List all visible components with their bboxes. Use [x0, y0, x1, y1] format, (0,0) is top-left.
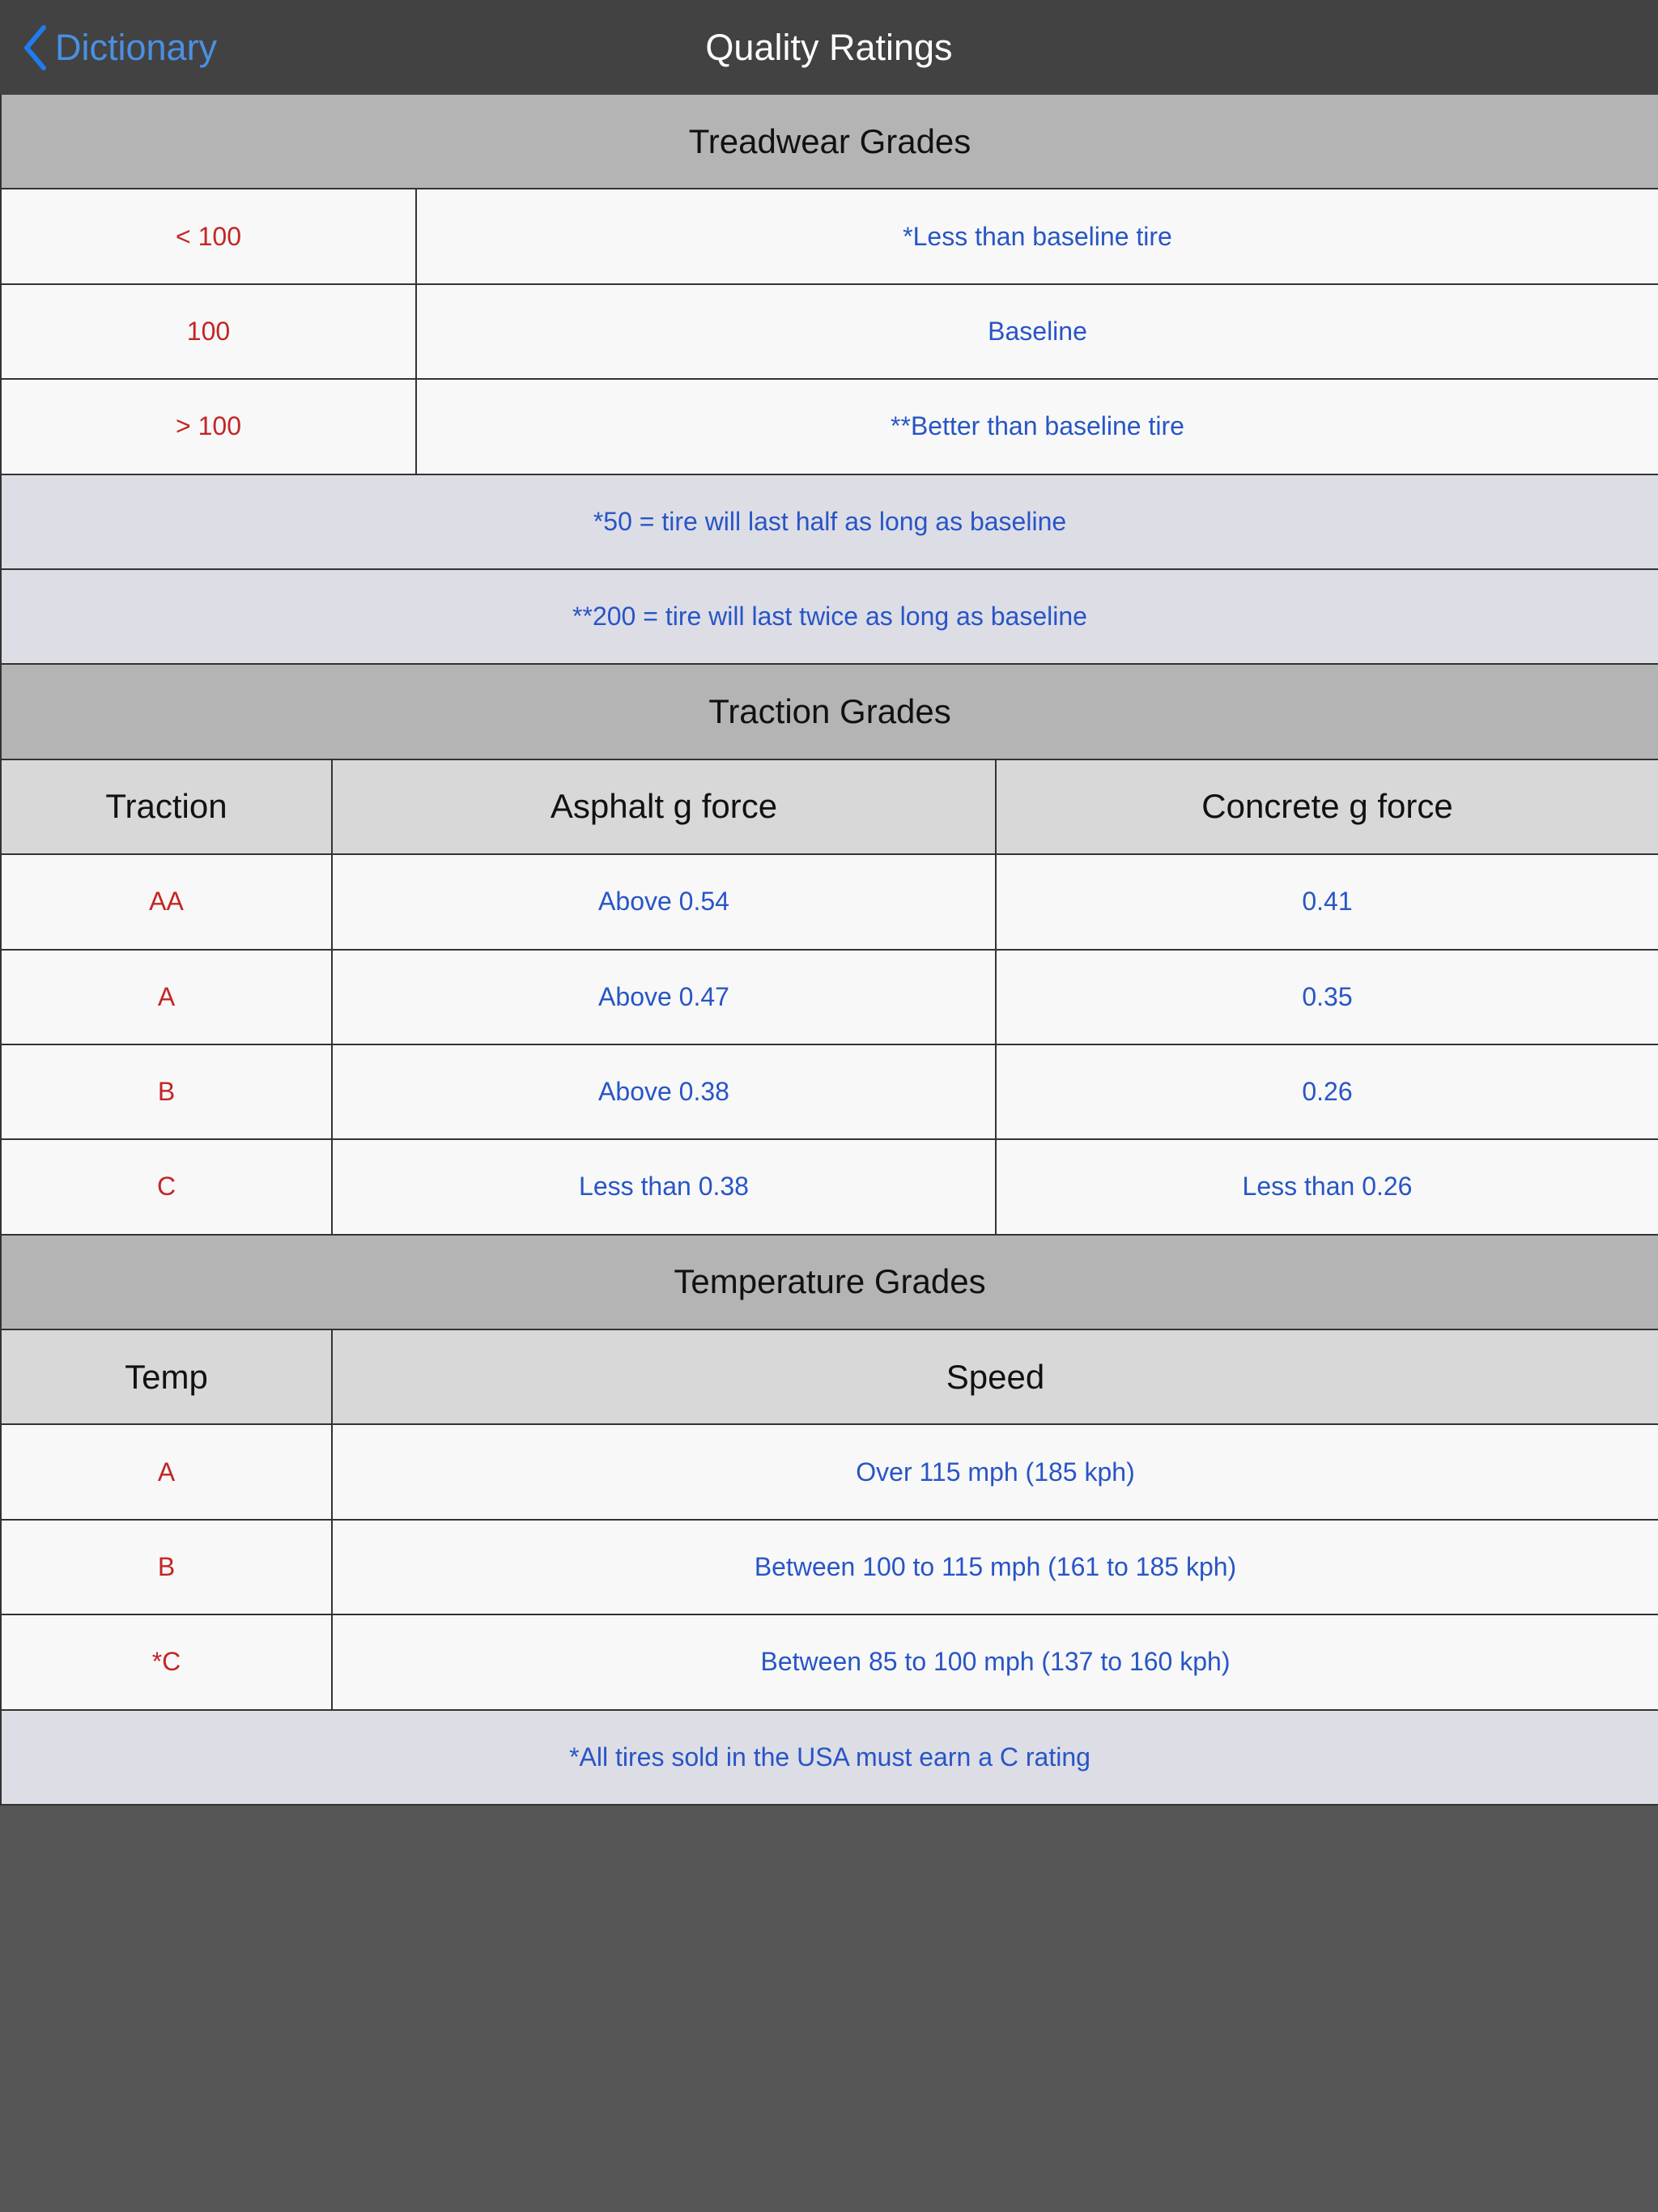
temperature-row: [0, 1521, 1658, 1615]
temp-header: Temp: [2, 1330, 331, 1423]
traction-column-headers: [0, 760, 1658, 855]
asphalt-value: Less than 0.38: [331, 1140, 995, 1233]
treadwear-note-row: [0, 570, 1658, 665]
temperature-column-headers: [0, 1330, 1658, 1425]
treadwear-description: Baseline: [415, 285, 1658, 378]
chevron-left-icon: [23, 24, 47, 71]
back-button-label: Dictionary: [55, 26, 218, 68]
treadwear-row: [0, 285, 1658, 380]
asphalt-value: Above 0.47: [331, 951, 995, 1044]
treadwear-note-row: [0, 475, 1658, 570]
navigation-bar: [0, 0, 1658, 95]
traction-title: Traction Grades: [2, 665, 1658, 758]
temperature-row: [0, 1425, 1658, 1520]
traction-row: [0, 855, 1658, 950]
treadwear-description: *Less than baseline tire: [415, 189, 1658, 283]
treadwear-grade: 100: [2, 285, 415, 378]
treadwear-title: Treadwear Grades: [2, 95, 1658, 188]
traction-grade: B: [2, 1045, 331, 1138]
temperature-grade: A: [2, 1425, 331, 1518]
quality-ratings-table: [0, 95, 1658, 1806]
back-button[interactable]: [23, 0, 217, 95]
speed-header: Speed: [331, 1330, 1658, 1423]
concrete-value: 0.26: [995, 1045, 1658, 1138]
traction-header: Traction: [2, 760, 331, 853]
treadwear-section-header: [0, 95, 1658, 189]
traction-grade: AA: [2, 855, 331, 948]
asphalt-value: Above 0.38: [331, 1045, 995, 1138]
treadwear-note: *50 = tire will last half as long as baseline: [2, 475, 1658, 568]
treadwear-note: **200 = tire will last twice as long as baseline: [2, 570, 1658, 663]
traction-row: [0, 951, 1658, 1045]
page-title: Quality Ratings: [705, 27, 953, 68]
traction-grade: A: [2, 951, 331, 1044]
asphalt-value: Above 0.54: [331, 855, 995, 948]
concrete-header: Concrete g force: [995, 760, 1658, 853]
temperature-section-header: [0, 1236, 1658, 1330]
treadwear-row: [0, 189, 1658, 284]
temperature-row: [0, 1615, 1658, 1710]
treadwear-grade: > 100: [2, 380, 415, 473]
temperature-title: Temperature Grades: [2, 1236, 1658, 1329]
treadwear-row: [0, 380, 1658, 474]
speed-value: Over 115 mph (185 kph): [331, 1425, 1658, 1518]
temperature-grade: *C: [2, 1615, 331, 1708]
concrete-value: 0.41: [995, 855, 1658, 948]
traction-row: [0, 1045, 1658, 1140]
treadwear-grade: < 100: [2, 189, 415, 283]
speed-value: Between 85 to 100 mph (137 to 160 kph): [331, 1615, 1658, 1708]
temperature-grade: B: [2, 1521, 331, 1614]
concrete-value: Less than 0.26: [995, 1140, 1658, 1233]
concrete-value: 0.35: [995, 951, 1658, 1044]
temperature-note-row: [0, 1711, 1658, 1806]
speed-value: Between 100 to 115 mph (161 to 185 kph): [331, 1521, 1658, 1614]
traction-section-header: [0, 665, 1658, 759]
traction-grade: C: [2, 1140, 331, 1233]
traction-row: [0, 1140, 1658, 1235]
treadwear-description: **Better than baseline tire: [415, 380, 1658, 473]
temperature-note: *All tires sold in the USA must earn a C rating: [2, 1711, 1658, 1804]
asphalt-header: Asphalt g force: [331, 760, 995, 853]
